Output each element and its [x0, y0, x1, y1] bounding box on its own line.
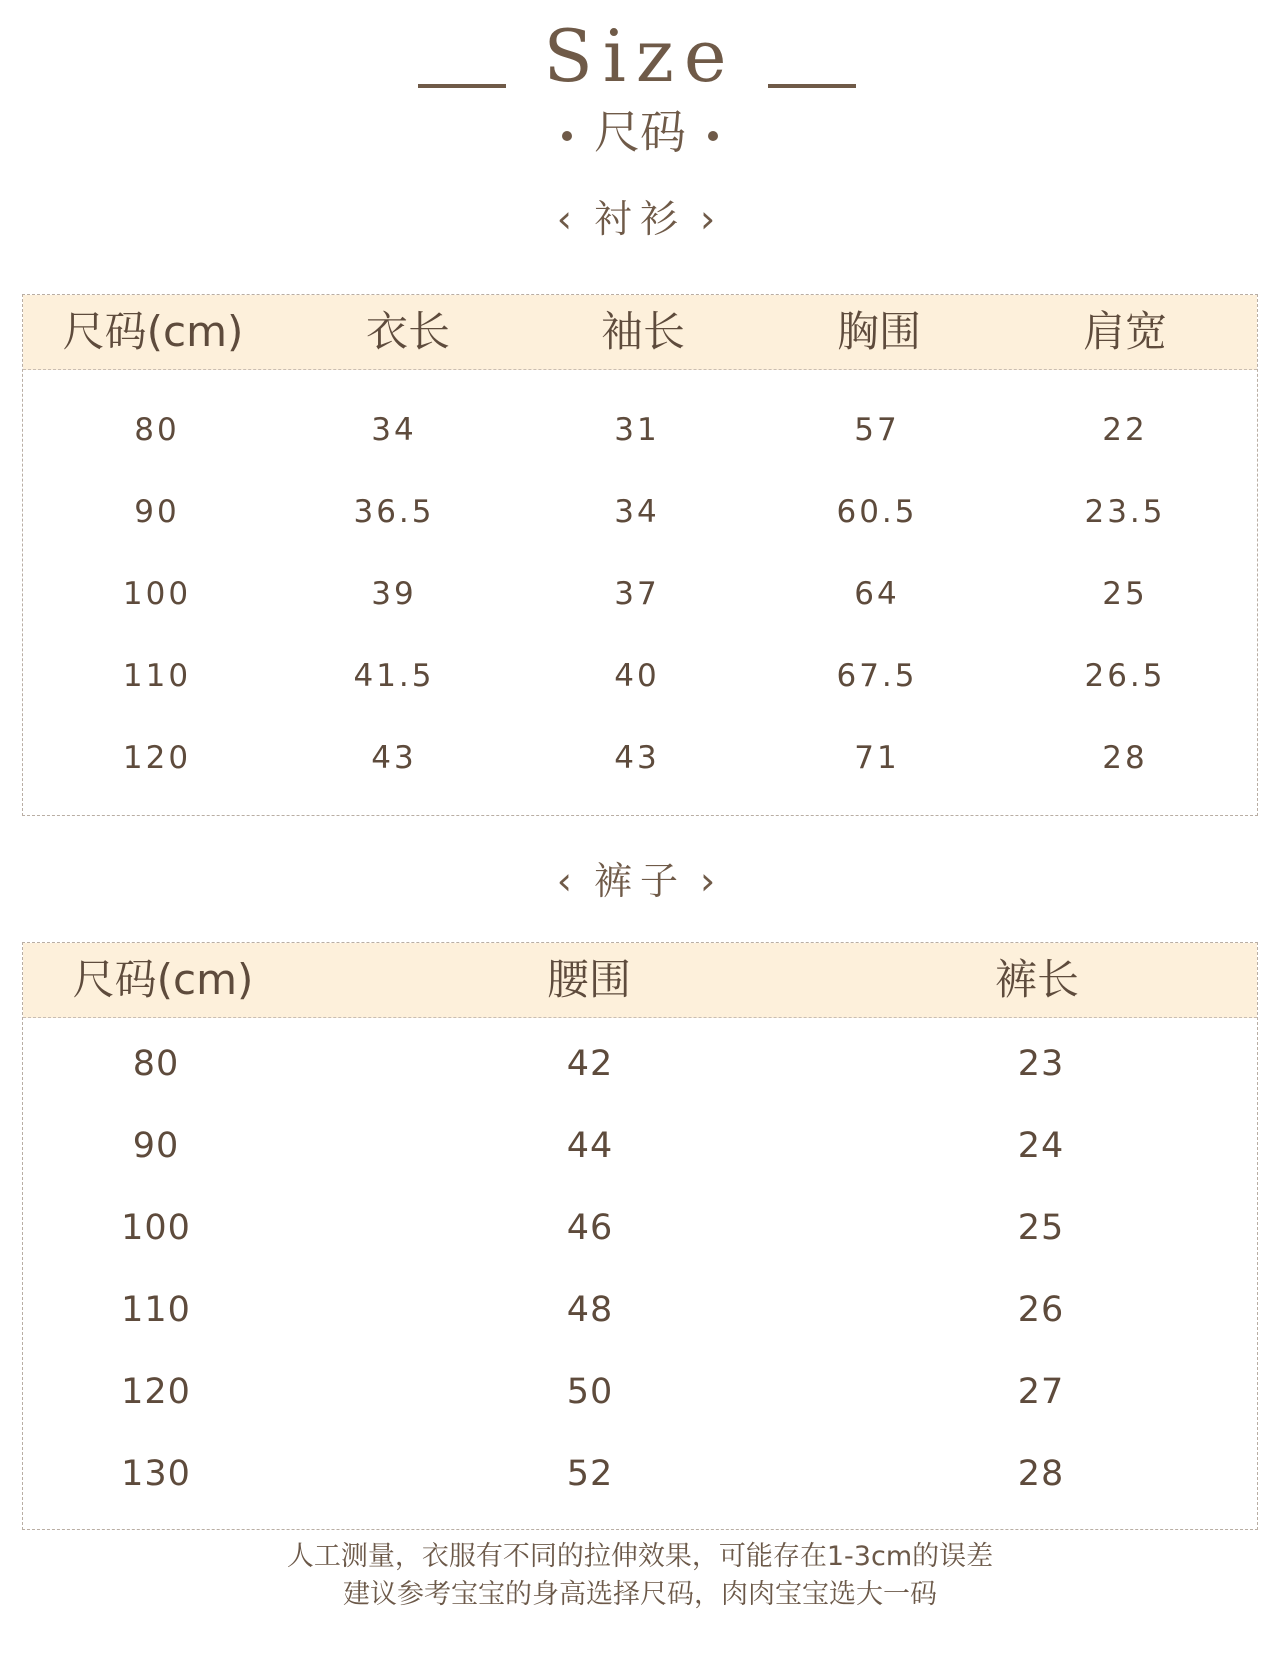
pants-table-row	[23, 1351, 1257, 1433]
pants-cell: 110	[121, 1290, 191, 1330]
pants-header-size: 尺码(cm)	[72, 955, 254, 1004]
shirt-size-table	[22, 294, 1258, 816]
note-line-2: 建议参考宝宝的身高选择尺码，肉肉宝宝选大一码	[343, 1579, 937, 1610]
shirt-section-title	[0, 188, 1280, 243]
shirt-cell: 90	[134, 494, 180, 530]
chevron-left-icon: ‹	[556, 197, 580, 241]
shirt-header-shoulder: 肩宽	[1082, 307, 1167, 356]
shirt-cell: 64	[854, 576, 900, 612]
pants-cell: 50	[566, 1372, 614, 1412]
shirt-section-label: 衬衫	[593, 197, 686, 241]
title-right-rule	[768, 84, 856, 88]
pants-table-row	[23, 1023, 1257, 1105]
pants-section-label: 裤子	[593, 859, 686, 903]
page-subtitle: 尺码	[594, 105, 686, 159]
shirt-cell: 34	[614, 494, 660, 530]
shirt-cell: 43	[614, 740, 660, 776]
bullet-dot-left	[562, 131, 572, 141]
shirt-header-chest: 胸围	[836, 307, 921, 356]
shirt-table-row	[23, 553, 1257, 635]
pants-table-row	[23, 1433, 1257, 1515]
page-header	[0, 0, 1280, 160]
shirt-cell: 41.5	[353, 658, 435, 694]
shirt-cell: 28	[1102, 740, 1148, 776]
chevron-right-icon: ›	[700, 197, 724, 241]
shirt-table-row	[23, 635, 1257, 717]
chevron-right-icon: ›	[700, 859, 724, 903]
shirt-cell: 100	[122, 576, 192, 612]
pants-table-row	[23, 1105, 1257, 1187]
pants-cell: 44	[566, 1126, 614, 1166]
pants-cell: 80	[132, 1044, 180, 1084]
pants-table-row	[23, 1269, 1257, 1351]
shirt-table-header	[23, 295, 1257, 370]
shirt-cell: 26.5	[1084, 658, 1166, 694]
shirt-cell: 25	[1102, 576, 1148, 612]
shirt-cell: 120	[122, 740, 192, 776]
pants-cell: 26	[1017, 1290, 1065, 1330]
shirt-table-row	[23, 717, 1257, 799]
shirt-cell: 60.5	[836, 494, 918, 530]
pants-table-row	[23, 1187, 1257, 1269]
pants-table-header	[23, 943, 1257, 1018]
bullet-dot-right	[708, 131, 718, 141]
shirt-cell: 57	[854, 412, 900, 448]
shirt-cell: 22	[1102, 412, 1148, 448]
pants-cell: 28	[1017, 1454, 1065, 1494]
pants-cell: 90	[132, 1126, 180, 1166]
pants-cell: 100	[121, 1208, 191, 1248]
shirt-cell: 34	[371, 412, 417, 448]
shirt-table-row	[23, 471, 1257, 553]
pants-size-table	[22, 942, 1258, 1530]
pants-cell: 130	[121, 1454, 191, 1494]
shirt-table-row	[23, 389, 1257, 471]
page-title: Size	[543, 14, 737, 98]
shirt-cell: 31	[614, 412, 660, 448]
shirt-cell: 43	[371, 740, 417, 776]
shirt-cell: 71	[854, 740, 900, 776]
shirt-cell: 110	[122, 658, 192, 694]
pants-cell: 42	[566, 1044, 614, 1084]
pants-header-waist: 腰围	[546, 955, 631, 1004]
shirt-cell: 40	[614, 658, 660, 694]
note-line-1: 人工测量，衣服有不同的拉伸效果，可能存在1-3cm的误差	[286, 1541, 994, 1572]
pants-section-title	[0, 850, 1280, 905]
chevron-left-icon: ‹	[556, 859, 580, 903]
pants-cell: 48	[566, 1290, 614, 1330]
pants-cell: 25	[1017, 1208, 1065, 1248]
shirt-cell: 23.5	[1084, 494, 1166, 530]
shirt-header-sleeve: 袖长	[600, 307, 685, 356]
pants-cell: 46	[566, 1208, 614, 1248]
shirt-cell: 37	[614, 576, 660, 612]
shirt-cell: 39	[371, 576, 417, 612]
shirt-cell: 80	[134, 412, 180, 448]
shirt-header-length: 衣长	[365, 307, 450, 356]
pants-cell: 23	[1017, 1044, 1065, 1084]
pants-cell: 120	[121, 1372, 191, 1412]
pants-header-length: 裤长	[994, 955, 1079, 1004]
page-subtitle-row	[0, 96, 1280, 162]
pants-cell: 27	[1017, 1372, 1065, 1412]
pants-cell: 24	[1017, 1126, 1065, 1166]
pants-cell: 52	[566, 1454, 614, 1494]
shirt-cell: 36.5	[353, 494, 435, 530]
shirt-cell: 67.5	[836, 658, 918, 694]
shirt-header-size: 尺码(cm)	[62, 307, 244, 356]
